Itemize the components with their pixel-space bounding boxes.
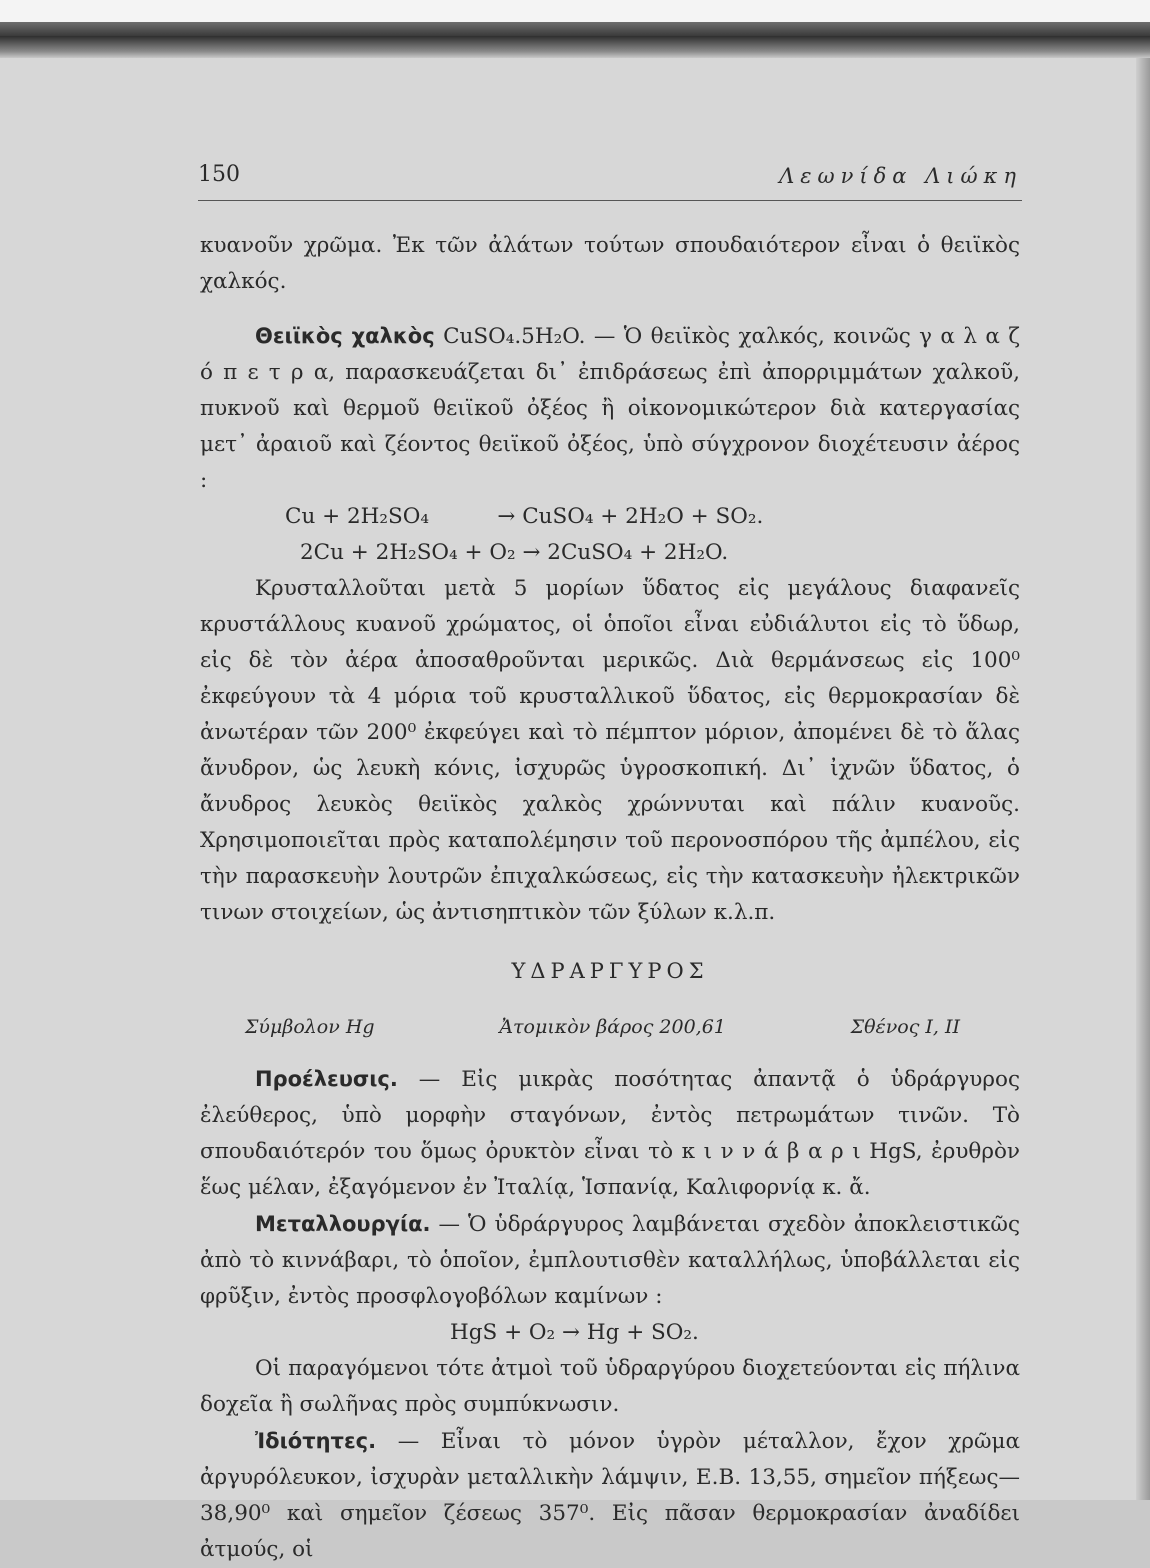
atomic-weight: Ἀτομικὸν βάρος 200,61 (499, 1016, 726, 1038)
paragraph-properties-text: — Εἶναι τὸ μόνον ὑγρὸν μέταλλον, ἔχον χρῶμα ἀργυρόλευκον, ἰσχυρὰν μεταλλικὴν λάμψιν, Ε.Β. 13,55, σημεῖον πήξεως—38,90⁰ καὶ σημεῖον ζέσεως 357⁰. Εἰς πᾶσαν θερμοκρασίαν ἀναδίδει ἀτμούς, οἱ (200, 1429, 1020, 1562)
scan-top-shadow (0, 36, 1150, 58)
body-text (200, 228, 1020, 1568)
page-header (198, 160, 1022, 201)
element-symbol: Σύμβολον Hg (245, 1016, 375, 1038)
equation-1: Cu + 2H₂SO₄ → CuSO₄ + 2H₂O + SO₂. (285, 504, 764, 529)
element-properties (200, 1009, 1020, 1045)
formula-copper-sulfate: CuSO₄.5H₂O. (443, 324, 586, 349)
scan-top-edge (0, 22, 1150, 36)
paragraph-vapors: Οἱ παραγόμενοι τότε ἀτμοὶ τοῦ ὑδραργύρου διοχετεύονται εἰς πήλινα δοχεῖα ἢ σωλῆνας πρὸς συμπύκνωσιν. (200, 1356, 1020, 1417)
page-number: 150 (198, 162, 240, 187)
term-properties: Ἰδιότητες. (255, 1429, 377, 1453)
paragraph-intro: κυανοῦν χρῶμα. Ἐκ τῶν ἀλάτων τούτων σπουδαιότερον εἶναι ὁ θειϊκὸς χαλκός. (200, 233, 1020, 294)
scan-right-edge (1136, 58, 1150, 1500)
paragraph-metallurgy-text: — Ὁ ὑδράργυρος λαμβάνεται σχεδὸν ἀποκλειστικῶς ἀπὸ τὸ κιννάβαρι, τὸ ὁποῖον, ἐμπλουτισθὲν καταλλήλως, ὑποβάλλεται εἰς φρῦξιν, ἐντὸς προσφλογοβόλων καμίνων : (200, 1212, 1020, 1309)
equation-2: 2Cu + 2H₂SO₄ + O₂ → 2CuSO₄ + 2H₂O. (300, 540, 729, 565)
term-metallurgy: Μεταλλουργία. (255, 1212, 431, 1236)
paragraph-copper-sulfate-text: — Ὁ θειϊκὸς χαλκός, κοινῶς γ α λ α ζ ό π ε τ ρ α, παρασκευάζεται δι᾽ ἐπιδράσεως ἐπὶ ἀπορριμμάτων χαλκοῦ, πυκνοῦ καὶ θερμοῦ θειϊκοῦ ὀξέος ἢ οἰκονομικώτερον διὰ κατεργασίας μετ᾽ ἀραιοῦ καὶ ζέοντος θειϊκοῦ ὀξέος, ὑπὸ σύγχρονον διοχέτευσιν ἀέρος : (200, 324, 1020, 493)
scan-top-margin (0, 0, 1150, 22)
paragraph-crystallization: Κρυσταλλοῦται μετὰ 5 μορίων ὕδατος εἰς μεγάλους διαφανεῖς κρυστάλλους κυανοῦ χρώματος, οἱ ὁποῖοι εἶναι εὐδιάλυτοι εἰς τὸ ὕδωρ, εἰς δὲ τὸν ἀέρα ἀποσαθροῦνται μερικῶς. Διὰ θερμάνσεως εἰς 100⁰ ἐκφεύγουν τὰ 4 μόρια τοῦ κρυσταλλικοῦ ὕδατος, εἰς θερμοκρασίαν δὲ ἀνωτέραν τῶν 200⁰ ἐκφεύγει καὶ τὸ πέμπτον μόριον, ἀπομένει δὲ τὸ ἅλας ἄνυδρον, ὡς λευκὴ κόνις, ἰσχυρῶς ὑγροσκοπική. Δι᾽ ἰχνῶν ὕδατος, ὁ ἄνυδρος λευκὸς θειϊκὸς χαλκὸς χρώννυται καὶ πάλιν κυανοῦς. Χρησιμοποιεῖται πρὸς καταπολέμησιν τοῦ περονοσπόρου τῆς ἀμπέλου, εἰς τὴν παρασκευὴν λουτρῶν ἐπιχαλκώσεως, εἰς τὴν κατασκευὴν ἠλεκτρικῶν τινων στοιχείων, ὡς ἀντισηπτικὸν τῶν ξύλων κ.λ.π. (200, 576, 1020, 925)
running-title: Λεωνίδα Λιώκη (779, 164, 1022, 188)
paragraph-origin (200, 1061, 1020, 1206)
valence: Σθένος I, II (850, 1016, 960, 1038)
paragraph-properties (200, 1423, 1020, 1568)
term-origin: Προέλευσις. (255, 1067, 398, 1091)
section-title: ΥΔΡΑΡΓΥΡΟΣ (511, 959, 709, 983)
paragraph-origin-text: — Εἰς μικρὰς ποσότητας ἀπαντᾷ ὁ ὑδράργυρος ἐλεύθερος, ὑπὸ μορφὴν σταγόνων, ἐντὸς πετρωμάτων τινῶν. Τὸ σπουδαιότερόν του ὅμως ὀρυκτὸν εἶναι τὸ κ ι ν ν ά β α ρ ι HgS, ἐρυθρὸν ἕως μέλαν, ἐξαγόμενον ἐν Ἰταλίᾳ, Ἱσπανίᾳ, Καλιφορνίᾳ κ. ἄ. (200, 1067, 1020, 1200)
equation-3: HgS + O₂ → Hg + SO₂. (450, 1320, 699, 1345)
paragraph-metallurgy (200, 1206, 1020, 1315)
term-copper-sulfate: Θειϊκὸς χαλκὸς (255, 324, 435, 348)
paragraph-copper-sulfate (200, 318, 1020, 499)
